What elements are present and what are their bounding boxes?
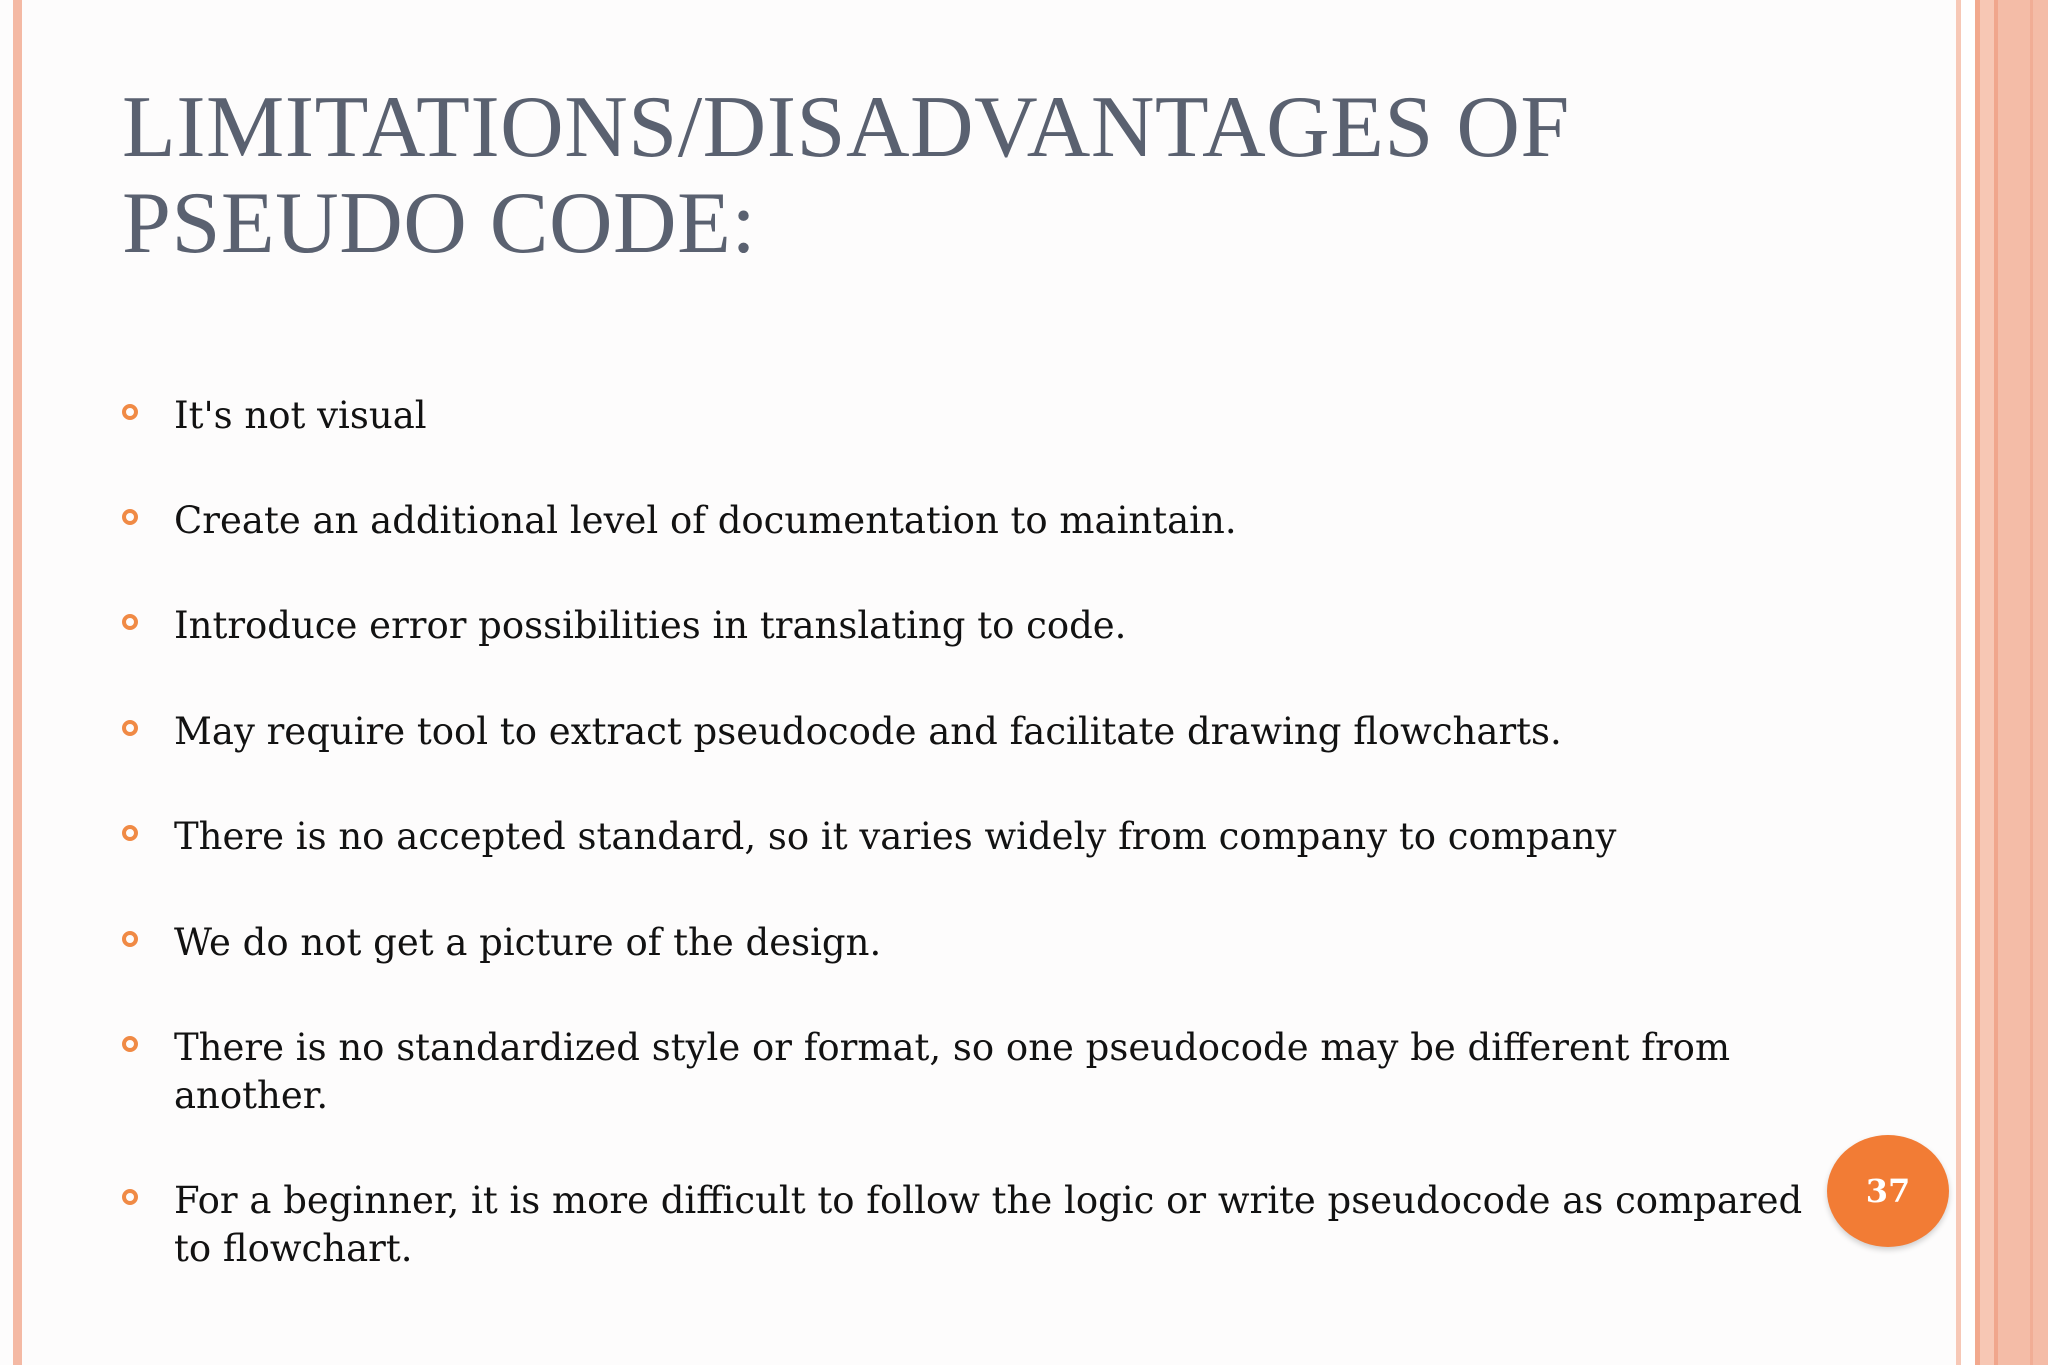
- circle-bullet-icon: [122, 1189, 138, 1205]
- stripe: [1998, 0, 2048, 1365]
- circle-bullet-icon: [122, 614, 138, 630]
- slide-title: LIMITATIONS/DISADVANTAGES OF PSEUDO CODE:: [122, 79, 1570, 272]
- bullet-text: Create an additional level of documentation to maintain.: [174, 499, 1237, 542]
- bullet-text: There is no standardized style or format, so one pseudocode may be different from another.: [174, 1026, 1731, 1117]
- stripe: [1961, 0, 1975, 1365]
- circle-bullet-icon: [122, 1036, 138, 1052]
- circle-bullet-icon: [122, 720, 138, 736]
- circle-bullet-icon: [122, 931, 138, 947]
- circle-bullet-icon: [122, 404, 138, 420]
- bullet-text: There is no accepted standard, so it varies widely from company to company: [174, 815, 1617, 858]
- bullet-text: We do not get a picture of the design.: [174, 921, 882, 964]
- stripe: [2030, 0, 2033, 1365]
- stripe: [1980, 0, 1994, 1365]
- circle-bullet-icon: [122, 825, 138, 841]
- right-decorative-stripes: [1956, 0, 2048, 1365]
- page-number-badge: 37: [1827, 1135, 1949, 1247]
- bullet-text: May require tool to extract pseudocode and facilitate drawing flowcharts.: [174, 710, 1562, 753]
- bullet-text: For a beginner, it is more difficult to follow the logic or write pseudocode as compared to flowchart.: [174, 1179, 1803, 1270]
- bullet-text: It's not visual: [174, 394, 427, 437]
- circle-bullet-icon: [122, 509, 138, 525]
- bullet-text: Introduce error possibilities in translating to code.: [174, 604, 1127, 647]
